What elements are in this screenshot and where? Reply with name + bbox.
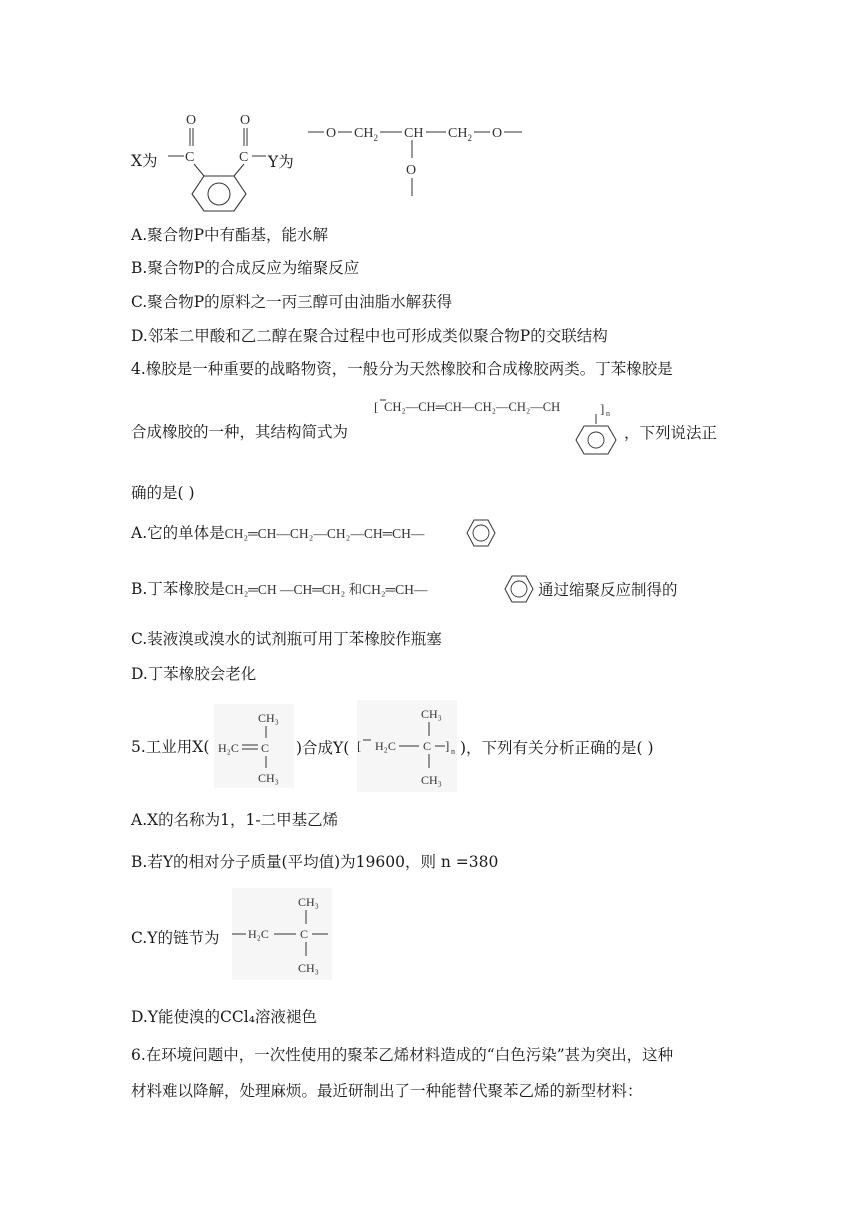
q5-stem-c: )，下列有关分析正确的是( ): [460, 739, 654, 757]
svg-text:[: [: [357, 738, 362, 753]
q3-option-c: C.聚合物P的原料之一丙三醇可由油脂水解获得: [131, 293, 453, 311]
q4-option-a: [131, 522, 424, 545]
y-label: Y为: [268, 153, 294, 171]
q4-option-a-formula: CH₂═CH—CH₂—CH₂—CH═CH—: [224, 526, 425, 541]
carbonyl-o-right: O: [240, 113, 251, 128]
benzene-ring-icon: [466, 518, 496, 548]
svg-text:O: O: [326, 126, 337, 141]
q5-stem-b: )合成Y(: [296, 739, 350, 757]
q5-option-a: A.X的名称为1，1-二甲基乙烯: [131, 811, 339, 829]
svg-text:CH2: $CH_2$: [354, 126, 378, 143]
styrene-butadiene-rubber-structure: [374, 396, 614, 462]
q4-option-d: D.丁苯橡胶会老化: [131, 665, 257, 683]
svg-text:]: ]: [445, 738, 450, 753]
q4-option-b: [131, 578, 427, 601]
q5-option-c-prefix: C.Y的链节为: [131, 929, 220, 947]
q3-option-b: B.聚合物P的合成反应为缩聚反应: [131, 259, 360, 277]
svg-text:C: C: [300, 927, 309, 941]
q4-option-a-prefix: A.它的单体是: [131, 524, 225, 542]
q4-stem-line1: 4.橡胶是一种重要的战略物资，一般分为天然橡胶和合成橡胶两类。丁苯橡胶是: [131, 360, 673, 378]
q4-stem-line2a: 合成橡胶的一种，其结构简式为: [131, 423, 349, 441]
y-structure-polyisobutylene: [357, 700, 457, 792]
svg-text:H₂C: H₂C: [375, 739, 396, 753]
carbonyl-c-right: C: [239, 150, 249, 165]
q4-option-b-formula: CH₂═CH —CH═CH₂ 和CH₂═CH—: [224, 582, 428, 597]
y-repeat-unit-structure: [232, 888, 332, 980]
q6-line1: 6.在环境问题中，一次性使用的聚苯乙烯材料造成的“白色污染”甚为突出，这种: [131, 1046, 674, 1064]
svg-text:O: O: [492, 126, 503, 141]
q6-line2: 材料难以降解，处理麻烦。最近研制出了一种能替代聚苯乙烯的新型材料：: [131, 1082, 643, 1100]
q5-stem-a: 5.工业用X(: [131, 738, 210, 756]
q3-option-a: A.聚合物P中有酯基，能水解: [131, 226, 329, 244]
svg-text:CH2: $CH_2$: [448, 126, 472, 143]
svg-text:CH₃: CH₃: [298, 895, 319, 909]
q4-stem-line2b: ，下列说法正: [624, 424, 718, 442]
y-structure-glycerol-fragment: [308, 120, 528, 200]
svg-text:CH₃: CH₃: [258, 711, 279, 725]
svg-text:n: n: [451, 747, 455, 756]
svg-text:C: C: [423, 739, 432, 753]
q5-option-b: B.若Y的相对分子质量(平均值)为19600，则 n =380: [131, 853, 499, 871]
q4-option-c: C.装液溴或溴水的试剂瓶可用丁苯橡胶作瓶塞: [131, 630, 442, 648]
svg-text:O: O: [406, 163, 417, 178]
svg-text:CH₃: CH₃: [258, 771, 279, 785]
svg-text:CH₂—CH═CH—CH₂—CH₂—CH: CH₂—CH═CH—CH₂—CH₂—CH: [384, 400, 561, 414]
carbonyl-c-left: C: [185, 150, 195, 165]
q5-option-d: D.Y能使溴的CCl₄溶液褪色: [131, 1008, 317, 1026]
svg-text:n: n: [606, 409, 610, 418]
carbonyl-o-left: O: [186, 113, 197, 128]
svg-text:H₂C: H₂C: [248, 927, 269, 941]
q4-option-b-prefix: B.丁苯橡胶是: [131, 580, 225, 598]
svg-text:C: C: [261, 741, 270, 755]
x-structure-isobutylene: [214, 704, 294, 788]
x-structure-phthaloyl: [168, 110, 278, 214]
svg-text:CH₃: CH₃: [421, 773, 442, 787]
benzene-ring-icon: [504, 574, 534, 604]
svg-text:CH₃: CH₃: [421, 707, 442, 721]
svg-text:CH₃: CH₃: [298, 961, 319, 975]
q4-option-b-suffix: 通过缩聚反应制得的: [538, 581, 678, 599]
svg-text:H₂C: H₂C: [218, 741, 239, 755]
svg-text:CH: CH: [404, 126, 424, 141]
svg-text:[: [: [374, 399, 379, 414]
svg-text:]: ]: [600, 401, 605, 416]
q4-stem-line3: 确的是( ): [131, 484, 195, 502]
x-label: X为: [131, 152, 158, 170]
q3-option-d: D.邻苯二甲酸和乙二醇在聚合过程中也可形成类似聚合物P的交联结构: [131, 327, 608, 345]
